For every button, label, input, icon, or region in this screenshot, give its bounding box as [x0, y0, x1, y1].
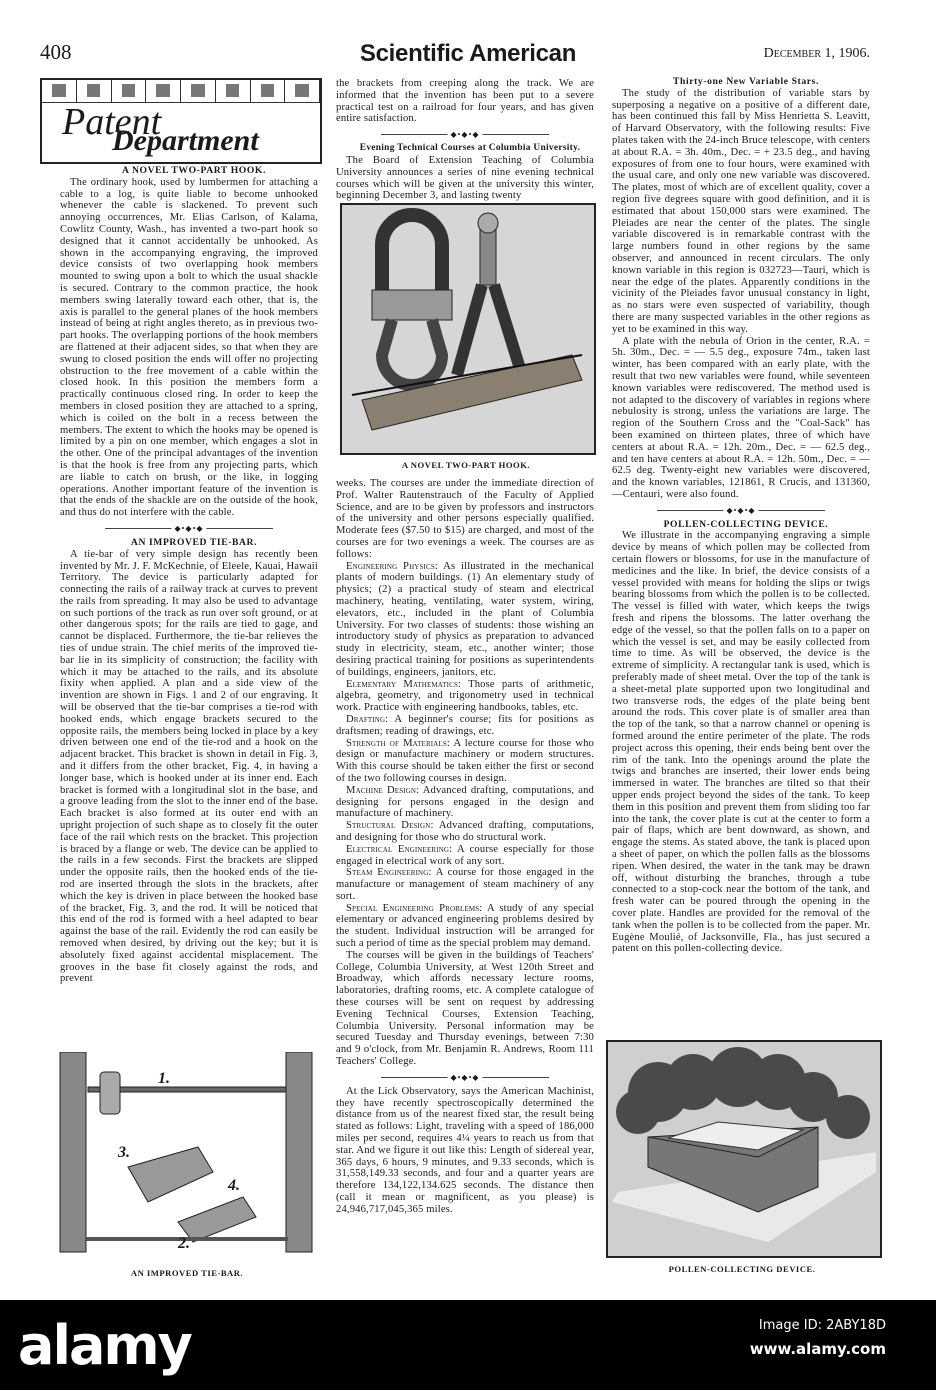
article-title-tiebar: AN IMPROVED TIE-BAR.: [130, 536, 258, 548]
course-entry: Drafting: A beginner's course; fits for positions as draftsmen; reading of drawings, etc.: [336, 713, 594, 737]
figure-label: 4.: [228, 1177, 240, 1194]
divider: ◆•◆•◆: [336, 129, 594, 139]
figure-label: 1.: [158, 1070, 170, 1087]
alamy-logo: alamy: [18, 1314, 191, 1377]
hook-paragraph: The ordinary hook, used by lumbermen for attaching a cable to a log, is quite liable to become unhooked whenever the cable is slackened. To prevent such annoying occurrences, Mr. Elias Carlson, of Kalama, Cowlitz County, Wash., has invented a two-part hook so designed that it cannot accidentally be unhooked. As shown in the accompanying engraving, the improved device consists of two overlapping hook members mounted to swing upon a bolt to which the usual shackle is secured. Contrary to the common practice, the hook members swing laterally toward each other, that is, the axis is parallel to the general planes of the hook members instead of being at right angles thereto, as in previous two-part hooks. The overlapping portions of the hook members are flattened at their adjacent sides, so that when they are swung to closed position the ends will offer no projecting obstruction to the free movement of a cable within the closed hook. In this position the members form a practically continuous closed ring. In order to keep the members in closed position they are attached to a spring, which is coiled on the bolt in a recess between the members. The extent to which the hooks may be opened is limited by a pin on one member, which engages a slot in the other. One of the principal advantages of the invention is that the hook is free from any projecting parts, which are liable to catch on brush, or the like, in logging operations. Another important feature of the invention is that the ends of the shackle are on the outside of the hook, and thus do not interfere with the cable.: [60, 176, 318, 519]
tiebar-continuation: the brackets from creeping along the track. We are informed that the invention has been put to a severe practical test on a railroad for four years, and has given entire satisfaction.: [336, 78, 594, 125]
columbia-intro: The Board of Extension Teaching of Columbia University announces a series of nine evening technical courses which will be given at the university this winter, beginning December 3, and lasting twenty: [336, 154, 594, 202]
pollen-paragraph: We illustrate in the accompanying engraving a simple device by means of which pollen may be collected from certain flowers or blossoms, for use in the manufacture of medicines and the like. In brief, the device consists of a vessel provided with means for holding the slips or twigs bearing blossoms from which the pollen is to be collected. The vessel is filled with water, which keeps the twigs fresh and ripens the blossoms. The latter overhang the edge of the vessel, so that the pollen falls on to a paper on which the vessel is set, and may be easily collected from time to time. As will be observed, the device is the extreme of simplicity. A rectangular tank is used, which is preferably made of sheet metal. Over the top of the tank is a sheet-metal plate supported upon two longitudinal and two transverse rods, the edges of the plate being bent around the rods. This cover plate is of smaller area than the top of the tank, so that a narrow channel or opening is formed around the entire perimeter of the plate. The rods project across this opening, their ends being bent over the rim of the tank. Into the openings around the plate the twigs and branches are inserted, their lower ends being immersed in water. The branches are tilted so that their upper ends project beyond the sides of the tank. To keep them in this position and prevent them from sliding too far into the tank, the cover plate is cut at the center to form a pair of flaps, which are bent downward, as shown, and engage the stems. As stated above, the tank is placed upon a sheet of paper, on which the pollen falls as the blossoms ripen. When desired, the water in the tank may be drawn off, without disturbing the branches, through a tube connected to a stop-cock near the bottom of the tank, and fresh water can be poured through the opening in the cover plate. Handles are provided for the removal of the tank when the pollen is to be collected from the paper. Mr. Eugène Moulié, of Jacksonville, Fla., has just secured a patent on this pollen-collecting device.: [612, 530, 870, 955]
pollen-engraving: [606, 1040, 882, 1258]
course-entry: Structural Design: Advanced drafting, computations, and designing for those who do structural work.: [336, 820, 594, 843]
image-id: Image ID: 2ABY18D: [758, 1318, 886, 1333]
columbia-closing: The courses will be given in the buildings of Teachers' College, Columbia University, at West 120th Street and Broadway, which affords necessary lecture rooms, laboratories, drafting rooms, etc. A complete catalogue of these courses will be sent on request by addressing Evening Technical Courses, Extension Teaching, Columbia University. Personal information may be secured Tuesday and Thursday evenings, between 7:30 and 9 o'clock, from Mr. Benjamin R. Andrews, Room 111 Teachers' College.: [336, 949, 594, 1068]
divider: ◆•◆•◆: [336, 1072, 594, 1082]
course-entry: Elementary Mathematics: Those parts of arithmetic, algebra, geometry, and trigonometry used in technical work. Practice with engineering handbooks, tables, etc.: [336, 678, 594, 714]
column-1: [60, 165, 318, 985]
logo-title-patent: Patent: [62, 101, 162, 143]
divider: ◆•◆•◆: [60, 523, 318, 533]
stars-paragraph: A plate with the nebula of Orion in the center, R.A. = 5h. 30m., Dec. = — 5.5 deg., exposure 74m., taken last winter, has been compared with an early plate, with the result that two new variables were found, while seventeen known variables were rediscovered. The method used is not adapted to the discovery of variables in regions where nebulosity is strong, unless the variations are large. The region of the Southern Cross and the "Coal-Sack" has been examined on thirteen plates, three of which have centers at about R.A. = 12h. 20m., Dec. = — 62.5 deg., and ten have centers at about R.A. = 12h. 50m., Dec. = — 62.5 deg. Twenty-eight new variables were discovered, and the known variables, 121861, R Crucis, and 131360, —Centauri, were also found.: [612, 335, 870, 500]
article-title-stars: Thirty-one New Variable Stars.: [673, 76, 819, 87]
article-title-pollen: POLLEN-COLLECTING DEVICE.: [663, 518, 829, 530]
column-2-top: [336, 78, 594, 202]
column-3: [612, 76, 870, 955]
hook-engraving: [340, 203, 596, 455]
figure-label: 2.: [178, 1235, 190, 1252]
stars-paragraph: The study of the distribution of variable stars by superposing a negative on a positive of a different date, has been continued this fall by Miss Henrietta S. Leavitt, of Harvard Observatory, with the following results: Five plates taken with the 24-inch Bruce telescope, with centers at about R.A. = 3h. 40m., Dec. = + 23.5 deg., and having exposures of from one to four hours, were examined with the usual care, and only one new variable was discovered. The plates, most of which are of excellent quality, cover a region five degrees square with good definition, and it is estimated that about 150,000 stars were examined. The Pleiades are near the center of the plates. The single variable discovered is in remarkable contrast with the large numbers found in other regions by the same observer, and announced in recent circulars. The only known variable in this region is 032723—Tauri, which is near the edge of the plates. Apparently conditions in the vicinity of the Pleiades favor unusual constancy in light, as no stars were even suspected of variability, though there are many suspected variables in the other regions as yet to be examined in this way.: [612, 87, 871, 335]
pollen-caption: POLLEN-COLLECTING DEVICE.: [668, 1264, 816, 1274]
figure-label: 3.: [118, 1144, 130, 1161]
article-title-columbia: Evening Technical Courses at Columbia University.: [359, 143, 581, 154]
watermark-site: www.alamy.com: [749, 1340, 886, 1358]
hook-caption: A NOVEL TWO-PART HOOK.: [401, 460, 531, 470]
course-entry: Electrical Engineering: A course especially for those engaged in electrical work of any sort.: [336, 843, 594, 867]
watermark-band: [0, 1300, 936, 1390]
course-entry: Machine Design: Advanced drafting, computations, and designing for persons engaged in the design and manufacture of machinery.: [336, 784, 594, 820]
tiebar-engraving: [58, 1052, 316, 1260]
article-title-hook: A NOVEL TWO-PART HOOK.: [122, 165, 266, 176]
issue-date: December 1, 1906.: [763, 46, 870, 61]
logo-title-department: Department: [112, 124, 259, 157]
tiebar-paragraph: A tie-bar of very simple design has recently been invented by Mr. J. F. McKechnie, of Eleele, Kauai, Hawaii Territory. The device is particularly adapted for connecting the rails of a railway track at curves to prevent the rails from spreading. It may also be used to advantage on such portions of the track as run over soft ground, or at other dangerous spots; for the rails are tied to gage, and cannot be displaced. Furthermore, the tie-bar relieves the ties of undue strain. The chief merits of the improved tie-bar lie in its simplicity of construction; the facility with which it may be attached to the rails, and its absolute fixity when applied. A plan and a side view of the invention are shown in Figs. 1 and 2 of our engraving. It will be observed that the tie-bar comprises a tie-rod with hooked ends, which engage brackets secured to the opposite rails, the members being locked in place by a key driven between one end of the tie-rod and a hook on the adjacent bracket. This bracket is shown in detail in Fig. 3, and it differs from the other bracket, Fig. 4, in having a longer base, which is hooked under at its inner end. Each bracket is formed with a longitudinal slot in the base, and a groove leading from the slot to the inner end of the base. Each bracket is also formed at its outer end with an upright projection of such shape as to closely fit the outer face of the rail which rests on the bracket. This projection is braced by a flange or web. The device can be applied to the rails in a few seconds. First the brackets are slipped under the opposite rails, then the hooked ends of the tie-rod are inserted through the slots in the brackets, after which the key is driven in place between the hooked base of the bracket, Fig. 3, and the rod. It will be noticed that this end of the rod is formed with a heel adapted to bear against the base of the rail. Evidently the rod can easily be removed when desired, by driving out the key; but it is absolutely fixed against accidental misplacement. The grooves in the base fit closely against the rods, and prevent: [60, 548, 318, 985]
masthead: Scientific American: [359, 40, 577, 67]
divider: ◆•◆•◆: [612, 505, 870, 515]
tiebar-caption: AN IMPROVED TIE-BAR.: [130, 1268, 244, 1278]
lick-observatory-paragraph: At the Lick Observatory, says the American Machinist, they have recently spectroscopically determined the distance from us of the nearest fixed star, the result being stated as follows: Light, traveling with a speed of 186,000 miles per second, requires 4¼ years to reach us from that star. And we figure it out like this: Length of sidereal year, 365 days, 6 hours, 9 minutes, and 9.33 seconds, which is 31,558,149.33 seconds, and four and a quarter years are therefore 134,122,134.625 seconds. The distance then (call it mean or magnificent, as you please) is 24,946,717,045,365 miles.: [336, 1085, 594, 1215]
course-entry: Engineering Physics: As illustrated in the mechanical plants of modern buildings. (1) An elementary study of physics; (2) a practical study of steam and electrical machinery, heating, ventilating, water system, wiring, elevators, etc., included in the plant of Columbia University. For two classes of students: those wishing an introductory study of physics as preparation to advanced study in electricity, steam, etc., another winter; those desiring practical training for positions as superintendents of buildings, engineers, janitors, etc.: [336, 560, 594, 678]
course-entry: Steam Engineering: A course for those engaged in the manufacture or management of steam machinery of any sort.: [336, 867, 594, 902]
page-number: 408: [40, 40, 72, 64]
column-2-bottom: [336, 478, 594, 1216]
columbia-intro-continued: weeks. The courses are under the immediate direction of Prof. Walter Rautenstrauch of the Faculty of Applied Science, and are to be given by professors and instructors of the university and other persons especially qualified. Moderate fees ($7.50 to $15) are charged, and most of the courses are for two evenings a week. The courses are as follows:: [336, 478, 594, 560]
course-entry: Special Engineering Problems: A study of any special elementary or advanced engineering problems desired by the student. Individual instruction will be arranged for such a period of time as the special problem may demand.: [336, 902, 594, 950]
course-entry: Strength of Materials: A lecture course for those who design or manufacture machinery or modern structures. With this course should be taken either the first or second of the two following courses in design.: [336, 737, 594, 784]
patent-department-logo: [40, 78, 322, 164]
